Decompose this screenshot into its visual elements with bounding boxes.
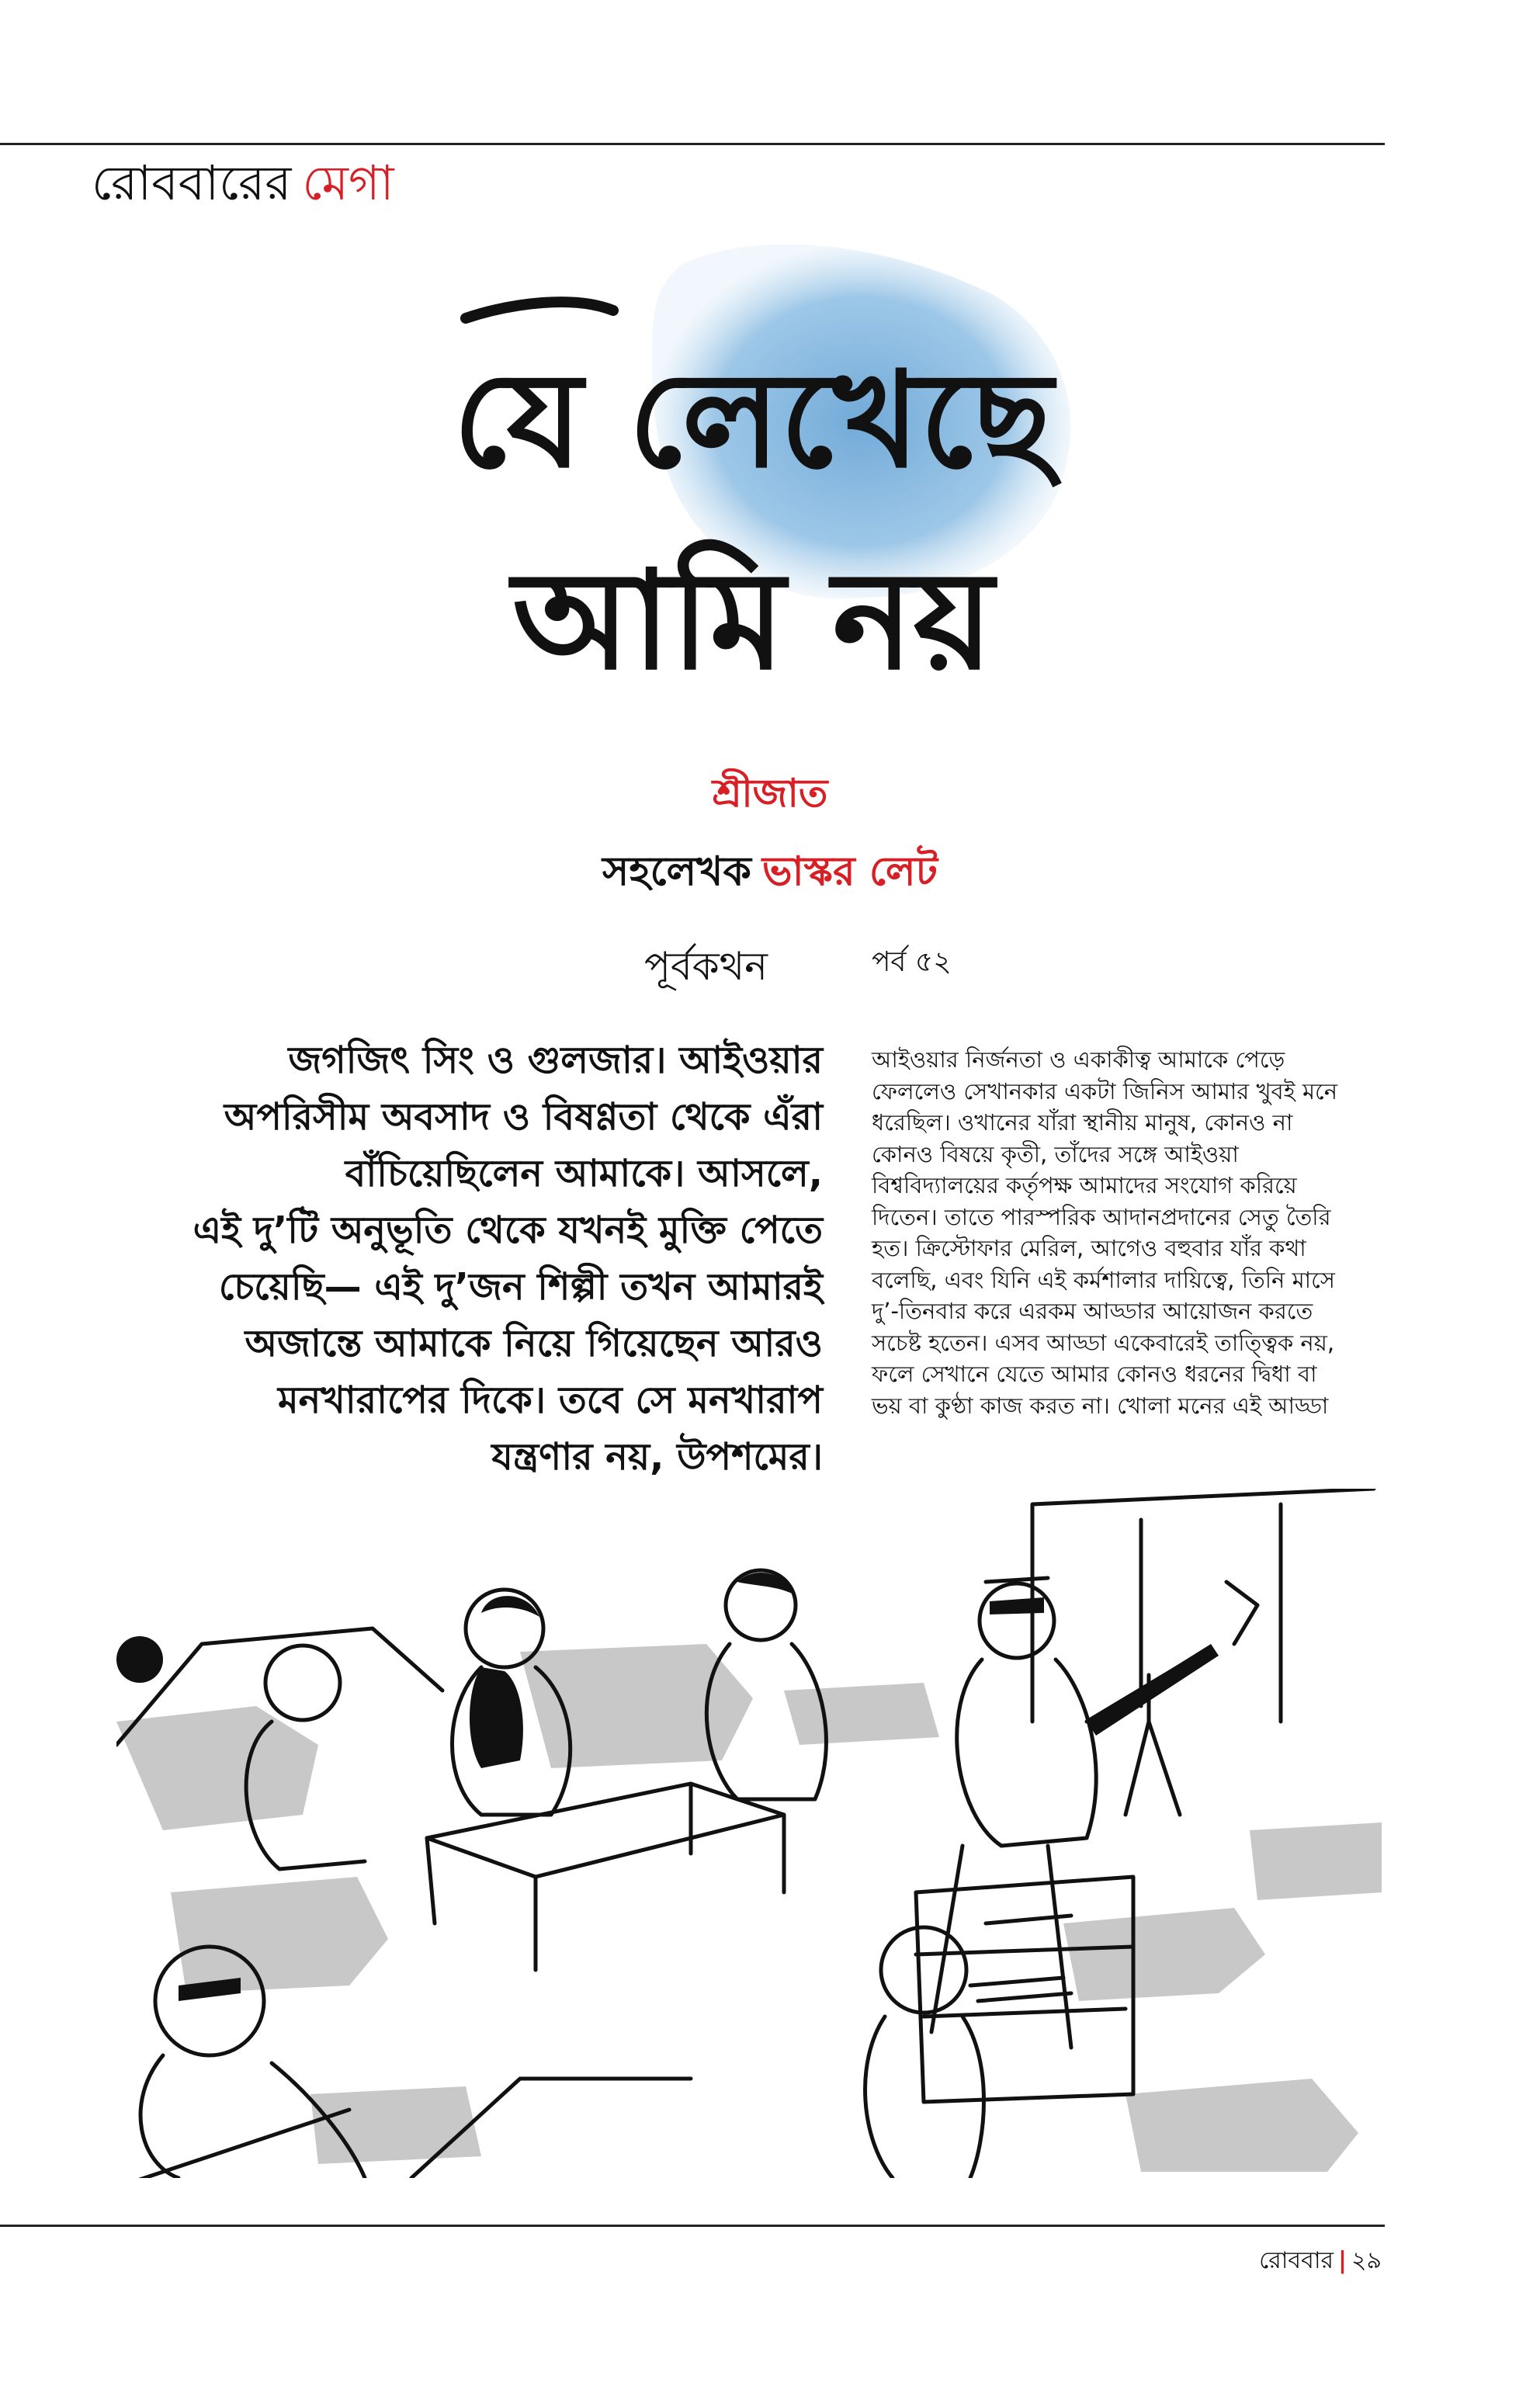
page-footer [1259, 2242, 1382, 2281]
body-line: আইওয়ার নির্জনতা ও একাকীত্ব আমাকে পেড়ে [872, 1046, 1285, 1073]
body-line: দু’-তিনবার করে এরকম আড্ডার আয়োজন করতে [872, 1298, 1313, 1324]
title-line-1: যে লেখেছে [453, 342, 1053, 498]
body-line: ধরেছিল। ওখানের যাঁরা স্থানীয় মানুষ, কোনও না [872, 1109, 1293, 1136]
page-number: ২৯ [1351, 2247, 1382, 2274]
body-line: বিশ্ববিদ্যালয়ের কর্তৃপক্ষ আমাদের সংযোগ করিয়ে [872, 1172, 1297, 1198]
title-line-2: আমি নয় [512, 541, 994, 700]
lead-line: এই দু’টি অনুভূতি থেকে যখনই মুক্তি পেতে [192, 1209, 823, 1252]
lead-line: অজান্তে আমাকে নিয়ে গিয়েছেন আরও [245, 1322, 823, 1365]
body-line: হত। ক্রিস্টোফার মেরিল, আগেও বহুবার যাঁর কথা [872, 1235, 1306, 1261]
coauthor-label: সহলেখক [602, 848, 751, 895]
lead-line: চেয়েছি— এই দু’জন শিল্পী তখন আমারই [218, 1265, 823, 1309]
body-line: কোনও বিষয়ে কৃতী, তাঁদের সঙ্গে আইওয়া [872, 1140, 1239, 1167]
body-line: ভয় বা কুণ্ঠা কাজ করত না। খোলা মনের এই আড্ডা [872, 1392, 1329, 1419]
header-highlight: মেগা [302, 154, 394, 211]
body-line: দিতেন। তাতে পারস্পরিক আদানপ্রদানের সেতু তৈরি [872, 1203, 1331, 1230]
footer-separator: | [1338, 2247, 1348, 2274]
body-text [872, 1044, 1384, 1421]
top-rule [0, 143, 1385, 145]
section-header [92, 154, 394, 211]
body-line: সচেষ্ট হতেন। এসব আড্ডা একেবারেই তাত্ত্বিক নয়, [872, 1329, 1335, 1356]
lounge-sketch-illustration [116, 1489, 1383, 2178]
header-prefix: রোববারের [92, 154, 292, 211]
lead-line: যন্ত্রণার নয়, উপশমের। [491, 1435, 823, 1479]
body-line: ফলে সেখানে যেতে আমার কোনও ধরনের দ্বিধা বা [872, 1361, 1317, 1387]
body-line: ফেললেও সেখানকার একটা জিনিস আমার খুবই মনে [872, 1077, 1338, 1105]
episode-number: পর্ব ৫২ [872, 946, 952, 978]
section-label: পূর্বকথন [644, 944, 768, 989]
lead-line: অপরিসীম অবসাদ ও বিষণ্ণতা থেকে এঁরা [224, 1095, 823, 1139]
lead-line: জগজিৎ সিং ও গুলজার। আইওয়ার [288, 1039, 823, 1082]
lead-paragraph [147, 1032, 823, 1486]
author-name: শ্রীজাত [712, 771, 828, 816]
body-line: বলেছি, এবং যিনি এই কর্মশালার দায়িত্বে, তিনি মাসে [872, 1266, 1335, 1293]
lead-line: মনখারাপের দিকে। তবে সে মনখারাপ [277, 1379, 823, 1422]
title-calligraphy [404, 233, 1102, 730]
coauthor-line [0, 840, 1540, 907]
lead-line: বাঁচিয়েছিলেন আমাকে। আসলে, [345, 1152, 823, 1195]
publication-name: রোববার [1259, 2247, 1334, 2274]
bottom-rule [0, 2225, 1385, 2227]
coauthor-name: ভাস্কর লেট [761, 848, 938, 895]
